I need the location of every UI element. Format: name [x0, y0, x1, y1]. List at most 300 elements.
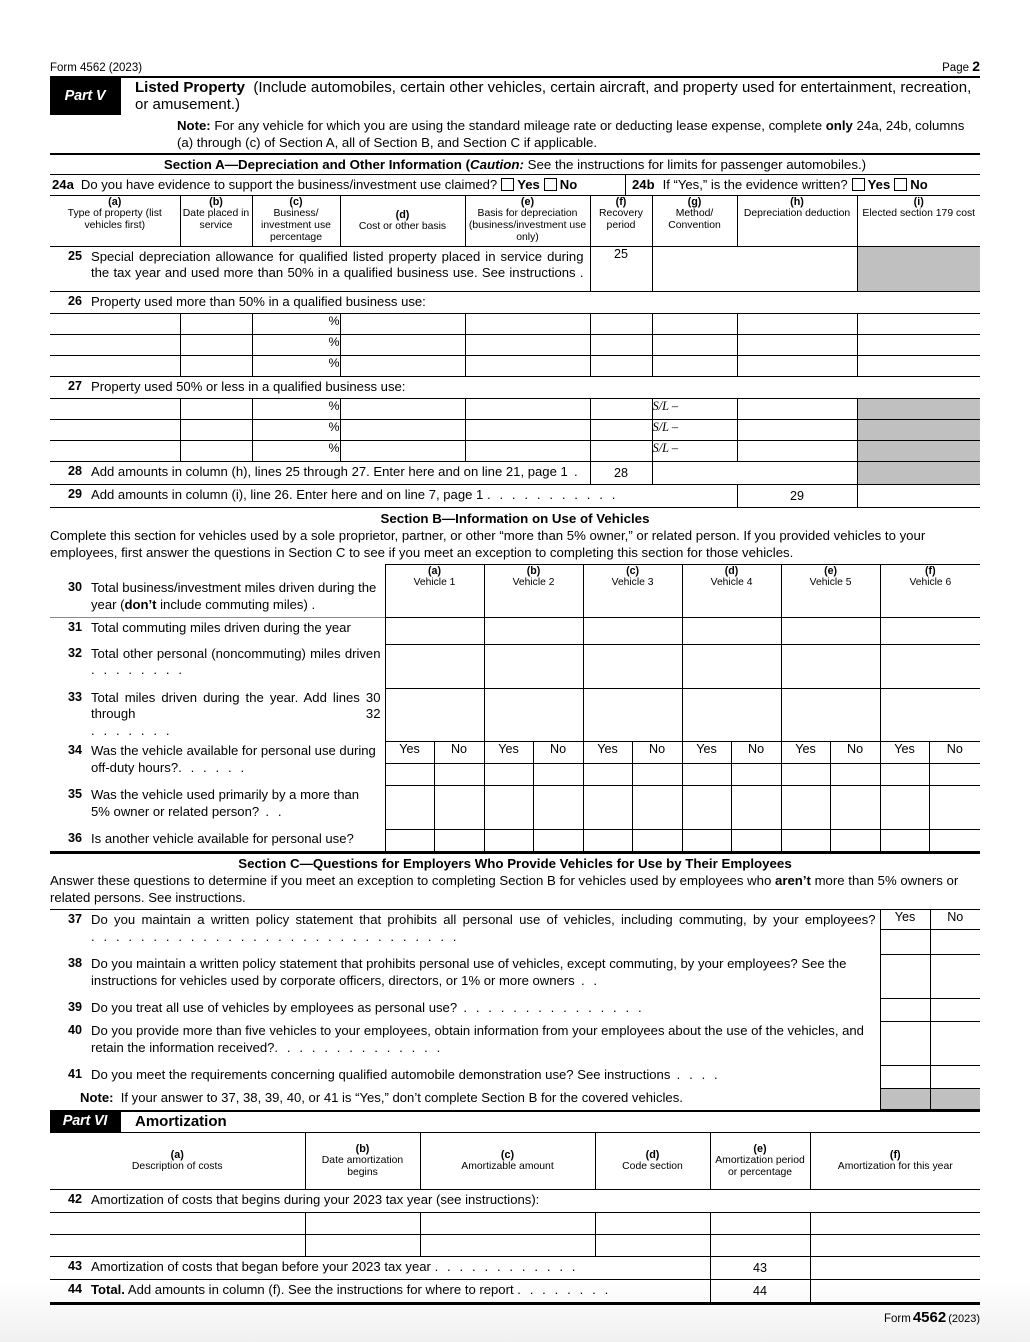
line-26-r2-col-a[interactable] — [50, 335, 180, 356]
line-26-r3-col-b[interactable] — [180, 356, 252, 377]
line-30-v4[interactable] — [682, 599, 781, 618]
line-27-r2-shaded — [857, 420, 980, 441]
vehicle-5-title: Vehicle 5 — [809, 577, 852, 588]
line-44-amount-field[interactable] — [810, 1279, 980, 1302]
line-35-text: Was the vehicle used primarily by a more than 5% owner or related person? — [91, 787, 360, 819]
form-id-label: Form 4562 (2023) — [50, 62, 143, 74]
line-30-text-1: Total business/investment miles driven during the year ( — [91, 580, 377, 612]
section-c-table — [50, 909, 980, 1110]
line-27-r3-col-h[interactable] — [737, 441, 857, 462]
line-40-yes-box[interactable] — [880, 1021, 930, 1065]
line-35-v3-yes[interactable] — [583, 785, 632, 829]
line-33-v6[interactable] — [880, 688, 980, 741]
v6-no-header: No — [929, 741, 980, 763]
line-24b-number: 24b — [632, 177, 655, 192]
v3-no-header: No — [632, 741, 682, 763]
line-44-dots: . . . . . . . . — [517, 1281, 611, 1297]
part-v-title — [121, 78, 980, 115]
line-42-label-cell — [50, 1189, 980, 1212]
line-26-r1-col-h[interactable] — [737, 314, 857, 335]
line-39-no-box[interactable] — [930, 998, 980, 1021]
line-24b-no-checkbox[interactable] — [894, 178, 907, 191]
part-vi-table — [50, 1132, 980, 1303]
line-27-r2-col-e[interactable] — [465, 420, 590, 441]
amort-col-c-header — [420, 1132, 595, 1189]
section-c-note-shaded-2 — [930, 1088, 980, 1109]
line-36-v6-yes[interactable] — [880, 829, 929, 852]
line-27-row — [50, 377, 980, 399]
line-42-number: 42 — [67, 1191, 82, 1206]
line-30-number: 30 — [67, 580, 82, 595]
line-42-r1-col-a[interactable] — [50, 1212, 305, 1234]
line-35-v3-no[interactable] — [632, 785, 682, 829]
v4-no-header: No — [731, 741, 781, 763]
amort-col-b-title: Date amortization begins — [321, 1154, 404, 1178]
line-33-v2[interactable] — [484, 688, 583, 741]
line-35-v5-yes[interactable] — [781, 785, 830, 829]
line-26-r2-col-b[interactable] — [180, 335, 252, 356]
line-33-v4[interactable] — [682, 688, 781, 741]
amort-col-e-header — [710, 1132, 810, 1189]
line-28-label-cell — [50, 462, 590, 485]
line-27-r2-col-a[interactable] — [50, 420, 180, 441]
line-24b-cell — [626, 175, 981, 196]
line-26-r3-col-f[interactable] — [590, 356, 652, 377]
line-29-text-wrap — [87, 485, 622, 505]
line-35-v2-yes[interactable] — [484, 785, 533, 829]
section-c-yes-header: Yes — [880, 910, 930, 930]
line-26-r2-col-d[interactable] — [340, 335, 465, 356]
line-27-r1-col-c[interactable]: % — [252, 399, 340, 420]
line-43-dots: . . . . . . . . . . . . — [434, 1258, 579, 1274]
line-29-text: Add amounts in column (i), line 26. Enter here and on line 7, page 1 — [91, 487, 484, 502]
line-28-box-number: 28 — [590, 462, 652, 485]
line-30-v3[interactable] — [583, 599, 682, 618]
line-26-r3-col-h[interactable] — [737, 356, 857, 377]
v1-yes-header: Yes — [385, 741, 434, 763]
vehicle-3-letter: (c) — [626, 565, 640, 577]
vehicle-5-header — [781, 565, 880, 600]
line-33-dots: . . . . . . . — [91, 722, 173, 738]
line-41-label-cell — [50, 1065, 880, 1088]
line-26-number: 26 — [67, 294, 82, 308]
line-29-amount-field[interactable] — [857, 485, 980, 508]
line-24b-text: If “Yes,” is the evidence written? — [662, 177, 848, 192]
line-27-r3-col-g[interactable]: S/L – — [652, 441, 737, 462]
section-a-caution-label: Caution: — [470, 157, 524, 172]
line-38-dots: . . — [574, 972, 600, 988]
col-c-letter: (c) — [289, 196, 303, 208]
line-31-v1[interactable] — [385, 618, 484, 645]
line-37-text-wrap — [87, 910, 880, 947]
line-44-text: Add amounts in column (f). See the instructions for where to report — [124, 1281, 514, 1297]
line-42-r2-col-c[interactable] — [420, 1234, 595, 1256]
vehicle-5-letter: (e) — [824, 565, 838, 577]
line-33-v5[interactable] — [781, 688, 880, 741]
line-27-r3-col-b[interactable] — [180, 441, 252, 462]
line-31-v2[interactable] — [484, 618, 583, 645]
line-28-text-wrap — [87, 462, 584, 482]
line-34-v1-no[interactable] — [434, 763, 484, 785]
line-36-v2-no[interactable] — [533, 829, 583, 852]
line-38-no-box[interactable] — [930, 954, 980, 998]
line-30-v6[interactable] — [880, 599, 980, 618]
line-32-v6[interactable] — [880, 644, 980, 688]
line-26-entry-row-3 — [50, 356, 980, 377]
line-27-r2-col-h[interactable] — [737, 420, 857, 441]
v2-no-header: No — [533, 741, 583, 763]
line-25-box-number: 25 — [590, 247, 652, 292]
line-39-text-wrap — [87, 998, 648, 1018]
line-31-text: Total commuting miles driven during the year — [91, 620, 351, 635]
v5-yes-header: Yes — [781, 741, 830, 763]
line-42-r2-col-b[interactable] — [305, 1234, 420, 1256]
line-35-v6-yes[interactable] — [880, 785, 929, 829]
part-v-header — [50, 76, 980, 115]
line-42-r1-col-c[interactable] — [420, 1212, 595, 1234]
line-31-v5[interactable] — [781, 618, 880, 645]
line-27-r1-col-g[interactable]: S/L – — [652, 399, 737, 420]
line-24-row — [50, 175, 980, 196]
line-32-text: Total other personal (noncommuting) miles driven — [91, 646, 381, 661]
line-34-v2-yes[interactable] — [484, 763, 533, 785]
line-43-label-cell — [50, 1256, 710, 1279]
amort-col-e-title: Amortization period or percentage — [715, 1154, 805, 1178]
line-27-r3-col-a[interactable] — [50, 441, 180, 462]
line-34-number: 34 — [67, 743, 82, 758]
part-vi-tag: Part VI — [50, 1112, 121, 1132]
line-26-r3-col-d[interactable] — [340, 356, 465, 377]
part-v-title-bold: Listed Property — [135, 79, 246, 96]
line-26-r2-col-i[interactable] — [857, 335, 980, 356]
col-g-title: Method/ Convention — [668, 208, 721, 231]
line-37-yes-box[interactable] — [880, 930, 930, 954]
line-35-text-wrap — [87, 785, 385, 822]
line-31-label-cell — [50, 618, 385, 645]
line-42-r2-col-a[interactable] — [50, 1234, 305, 1256]
line-36-v1-yes[interactable] — [385, 829, 434, 852]
line-40-no-box[interactable] — [930, 1021, 980, 1065]
line-34-v3-no[interactable] — [632, 763, 682, 785]
section-a-column-headers — [50, 196, 980, 247]
line-36-v6-no[interactable] — [929, 829, 980, 852]
line-26-r3-col-c[interactable]: % — [252, 356, 340, 377]
line-40-dots: . . . . . . . . . . . . . . — [274, 1039, 443, 1055]
line-35-row — [50, 785, 980, 829]
part-vi-title: Amortization — [135, 1112, 227, 1130]
line-27-r2-col-b[interactable] — [180, 420, 252, 441]
col-b-title: Date placed in service — [182, 208, 250, 231]
line-24a-text: Do you have evidence to support the business/investment use claimed? — [80, 177, 498, 192]
line-27-text: Property used 50% or less in a qualified business use: — [91, 379, 406, 394]
line-30-text-2: include commuting miles) . — [156, 596, 316, 612]
line-27-r3-shaded — [857, 441, 980, 462]
line-32-v2[interactable] — [484, 644, 583, 688]
line-31-v4[interactable] — [682, 618, 781, 645]
line-24a-yes-checkbox[interactable] — [501, 178, 514, 191]
section-a-heading — [50, 155, 980, 174]
line-27-r3-col-f[interactable] — [590, 441, 652, 462]
line-44-row — [50, 1279, 980, 1302]
amort-col-f-title: Amortization for this year — [837, 1160, 953, 1172]
line-36-v5-yes[interactable] — [781, 829, 830, 852]
line-26-r2-col-e[interactable] — [465, 335, 590, 356]
line-38-text-wrap — [87, 954, 880, 991]
line-33-v1[interactable] — [385, 688, 484, 741]
line-34-v3-yes[interactable] — [583, 763, 632, 785]
line-27-r1-col-d[interactable] — [340, 399, 465, 420]
line-37-header-row — [50, 910, 980, 930]
part-v-tag: Part V — [50, 78, 121, 115]
line-31-v6[interactable] — [880, 618, 980, 645]
line-42-r2-col-f[interactable] — [810, 1234, 980, 1256]
line-26-r1-col-e[interactable] — [465, 314, 590, 335]
line-27-r1-col-b[interactable] — [180, 399, 252, 420]
line-44-text-wrap — [87, 1280, 615, 1300]
line-32-v1[interactable] — [385, 644, 484, 688]
line-26-r3-col-i[interactable] — [857, 356, 980, 377]
section-b-header-row — [50, 565, 980, 600]
line-26-entry-row-2 — [50, 335, 980, 356]
line-26-r1-col-b[interactable] — [180, 314, 252, 335]
line-26-r1-col-f[interactable] — [590, 314, 652, 335]
col-d-title: Cost or other basis — [358, 221, 447, 232]
line-27-r2-col-d[interactable] — [340, 420, 465, 441]
line-44-number: 44 — [67, 1281, 82, 1296]
line-35-v2-no[interactable] — [533, 785, 583, 829]
line-41-no-box[interactable] — [930, 1065, 980, 1088]
col-f-header — [590, 196, 652, 247]
line-36-v1-no[interactable] — [434, 829, 484, 852]
line-29-dots: . . . . . . . . . . . — [486, 487, 618, 502]
section-a-heading-main: Section A—Depreciation and Other Information ( — [163, 157, 470, 172]
line-26-r1-col-d[interactable] — [340, 314, 465, 335]
line-36-v3-no[interactable] — [632, 829, 682, 852]
col-f-title: Recovery period — [599, 208, 643, 231]
line-40-label-cell — [50, 1021, 880, 1065]
line-35-number: 35 — [67, 787, 82, 802]
line-42-entry-row-1 — [50, 1212, 980, 1234]
line-40-text: Do you provide more than five vehicles to your employees, obtain information from your employees about the use of the vehicles, and retain the information received? — [91, 1023, 864, 1055]
vehicle-2-letter: (b) — [526, 565, 541, 577]
line-27-r1-col-h[interactable] — [737, 399, 857, 420]
col-a-title: Type of property (list vehicles first) — [67, 208, 162, 231]
line-26-r1-col-a[interactable] — [50, 314, 180, 335]
v3-yes-header: Yes — [583, 741, 632, 763]
line-35-v1-no[interactable] — [434, 785, 484, 829]
vehicle-2-header — [484, 565, 583, 600]
line-36-label-cell — [50, 829, 385, 852]
line-27-r1-col-e[interactable] — [465, 399, 590, 420]
col-d-header — [340, 196, 465, 247]
page-word: Page — [942, 62, 969, 74]
line-31-v3[interactable] — [583, 618, 682, 645]
line-42-r1-col-d[interactable] — [595, 1212, 710, 1234]
line-26-r1-col-c[interactable]: % — [252, 314, 340, 335]
line-35-v5-no[interactable] — [830, 785, 880, 829]
vehicle-1-letter: (a) — [428, 565, 441, 577]
line-35-v6-no[interactable] — [929, 785, 980, 829]
footer-form-number: 4562 — [912, 1308, 947, 1326]
line-36-v5-no[interactable] — [830, 829, 880, 852]
line-43-box-number: 43 — [710, 1256, 810, 1279]
line-44-text-bold: Total. — [91, 1281, 125, 1297]
amort-col-a-title: Description of costs — [131, 1160, 223, 1172]
line-28-row — [50, 462, 980, 485]
line-34-yesno-row — [50, 741, 980, 763]
line-42-r1-col-f[interactable] — [810, 1212, 980, 1234]
amort-col-d-title: Code section — [622, 1160, 683, 1172]
amort-col-a-letter: (a) — [170, 1148, 184, 1161]
line-25-amount-field[interactable] — [652, 247, 857, 292]
line-41-dots: . . . . — [670, 1067, 721, 1083]
line-35-v4-yes[interactable] — [682, 785, 731, 829]
col-f-letter: (f) — [615, 196, 627, 208]
line-30-v2[interactable] — [484, 599, 583, 618]
line-32-v4[interactable] — [682, 644, 781, 688]
line-24a-no-checkbox[interactable] — [544, 178, 557, 191]
line-42-r1-col-b[interactable] — [305, 1212, 420, 1234]
line-37-no-box[interactable] — [930, 930, 980, 954]
vehicle-4-title: Vehicle 4 — [710, 577, 753, 588]
line-27-entry-row-2 — [50, 420, 980, 441]
line-26-r2-col-f[interactable] — [590, 335, 652, 356]
vehicle-6-header — [880, 565, 980, 600]
line-42-r1-col-e[interactable] — [710, 1212, 810, 1234]
line-29-row — [50, 485, 980, 508]
line-27-r1-col-f[interactable] — [590, 399, 652, 420]
line-31-number: 31 — [67, 620, 82, 634]
line-34-v4-no[interactable] — [731, 763, 781, 785]
line-26-r1-col-i[interactable] — [857, 314, 980, 335]
line-41-yes-box[interactable] — [880, 1065, 930, 1088]
line-32-v5[interactable] — [781, 644, 880, 688]
line-27-entry-row-3 — [50, 441, 980, 462]
line-35-v1-yes[interactable] — [385, 785, 434, 829]
line-36-v2-yes[interactable] — [484, 829, 533, 852]
line-24b-yes-checkbox[interactable] — [852, 178, 865, 191]
vehicle-6-letter: (f) — [925, 565, 936, 577]
line-35-dots: . . — [259, 803, 285, 819]
line-34-text: Was the vehicle available for personal use during off-duty hours? — [91, 743, 376, 775]
line-34-v6-yes[interactable] — [880, 763, 929, 785]
line-39-number: 39 — [67, 1000, 82, 1015]
line-33-v3[interactable] — [583, 688, 682, 741]
line-26-text: Property used more than 50% in a qualified business use: — [91, 294, 426, 309]
line-43-row — [50, 1256, 980, 1279]
line-37-text: Do you maintain a written policy statement that prohibits all personal use of vehicles, including commuting, by your employees? — [91, 912, 876, 928]
line-30-v5[interactable] — [781, 599, 880, 618]
line-44-box-number: 44 — [710, 1279, 810, 1302]
line-34-v6-no[interactable] — [929, 763, 980, 785]
line-26-r2-col-g[interactable] — [652, 335, 737, 356]
line-32-row — [50, 644, 980, 688]
line-42-row — [50, 1189, 980, 1212]
line-28-amount-field[interactable] — [652, 462, 857, 485]
line-25-label-cell — [50, 247, 590, 292]
line-30-text-bold: don’t — [124, 596, 157, 612]
col-g-header — [652, 196, 737, 247]
line-34-v2-no[interactable] — [533, 763, 583, 785]
line-26-r3-col-e[interactable] — [465, 356, 590, 377]
line-24b-yes-label: Yes — [867, 177, 891, 192]
line-43-amount-field[interactable] — [810, 1256, 980, 1279]
line-36-row — [50, 829, 980, 852]
col-h-header — [737, 196, 857, 247]
line-26-entry-row-1 — [50, 314, 980, 335]
page-number: 2 — [972, 58, 980, 74]
line-34-dots: . . . . . . — [178, 759, 247, 775]
section-b-intro: Complete this section for vehicles used by a sole proprietor, partner, or other “more than 5% owner,” or related person. If you provided vehicles to your employees, first answer the questions in Section C to see if you meet an exception to completing this section for those vehicles. — [50, 528, 926, 560]
section-b-table — [50, 564, 980, 852]
amort-col-c-title: Amortizable amount — [461, 1160, 554, 1172]
line-36-v3-yes[interactable] — [583, 829, 632, 852]
line-27-r2-col-g[interactable]: S/L – — [652, 420, 737, 441]
line-30-v1[interactable] — [385, 599, 484, 618]
col-c-header — [252, 196, 340, 247]
col-b-letter: (b) — [209, 196, 223, 208]
col-e-header — [465, 196, 590, 247]
section-c-intro-bold: aren’t — [774, 873, 811, 889]
line-36-v4-yes[interactable] — [682, 829, 731, 852]
line-26-r3-col-a[interactable] — [50, 356, 180, 377]
line-34-v4-yes[interactable] — [682, 763, 731, 785]
line-42-r2-col-d[interactable] — [595, 1234, 710, 1256]
line-24b-no-label: No — [910, 177, 928, 192]
line-27-r3-col-c[interactable]: % — [252, 441, 340, 462]
line-34-v5-no[interactable] — [830, 763, 880, 785]
line-38-yes-box[interactable] — [880, 954, 930, 998]
line-39-yes-box[interactable] — [880, 998, 930, 1021]
line-26-r2-col-c[interactable]: % — [252, 335, 340, 356]
section-c-note-wrap — [76, 1088, 687, 1108]
line-25-shaded-cell — [857, 247, 980, 292]
line-34-v1-yes[interactable] — [385, 763, 434, 785]
v1-no-header: No — [434, 741, 484, 763]
section-c-intro — [50, 873, 980, 909]
line-42-r2-col-e[interactable] — [710, 1234, 810, 1256]
line-34-v5-yes[interactable] — [781, 763, 830, 785]
line-32-v3[interactable] — [583, 644, 682, 688]
line-26-row — [50, 292, 980, 314]
vehicle-1-title: Vehicle 1 — [413, 577, 456, 588]
vehicle-3-header — [583, 565, 682, 600]
amort-col-a-header — [50, 1132, 305, 1189]
line-36-text: Is another vehicle available for personal use? — [91, 831, 354, 847]
line-35-v4-no[interactable] — [731, 785, 781, 829]
col-e-letter: (e) — [520, 196, 535, 208]
v2-yes-header: Yes — [484, 741, 533, 763]
line-32-text-wrap — [87, 644, 385, 681]
line-38-number: 38 — [67, 956, 82, 971]
v6-yes-header: Yes — [880, 741, 929, 763]
vehicle-4-letter: (d) — [724, 565, 739, 577]
line-26-r2-col-h[interactable] — [737, 335, 857, 356]
line-41-text-wrap — [87, 1065, 724, 1085]
line-36-v4-no[interactable] — [731, 829, 781, 852]
line-27-r1-col-a[interactable] — [50, 399, 180, 420]
line-27-r2-col-c[interactable]: % — [252, 420, 340, 441]
footer-form-word: Form — [883, 1312, 911, 1325]
amort-col-f-header — [810, 1132, 980, 1189]
line-27-r3-col-d[interactable] — [340, 441, 465, 462]
line-27-r2-col-f[interactable] — [590, 420, 652, 441]
line-26-r3-col-g[interactable] — [652, 356, 737, 377]
line-27-r3-col-e[interactable] — [465, 441, 590, 462]
line-26-r1-col-g[interactable] — [652, 314, 737, 335]
part-v-note-bold: only — [825, 118, 853, 133]
footer-year: (2023) — [948, 1312, 980, 1325]
